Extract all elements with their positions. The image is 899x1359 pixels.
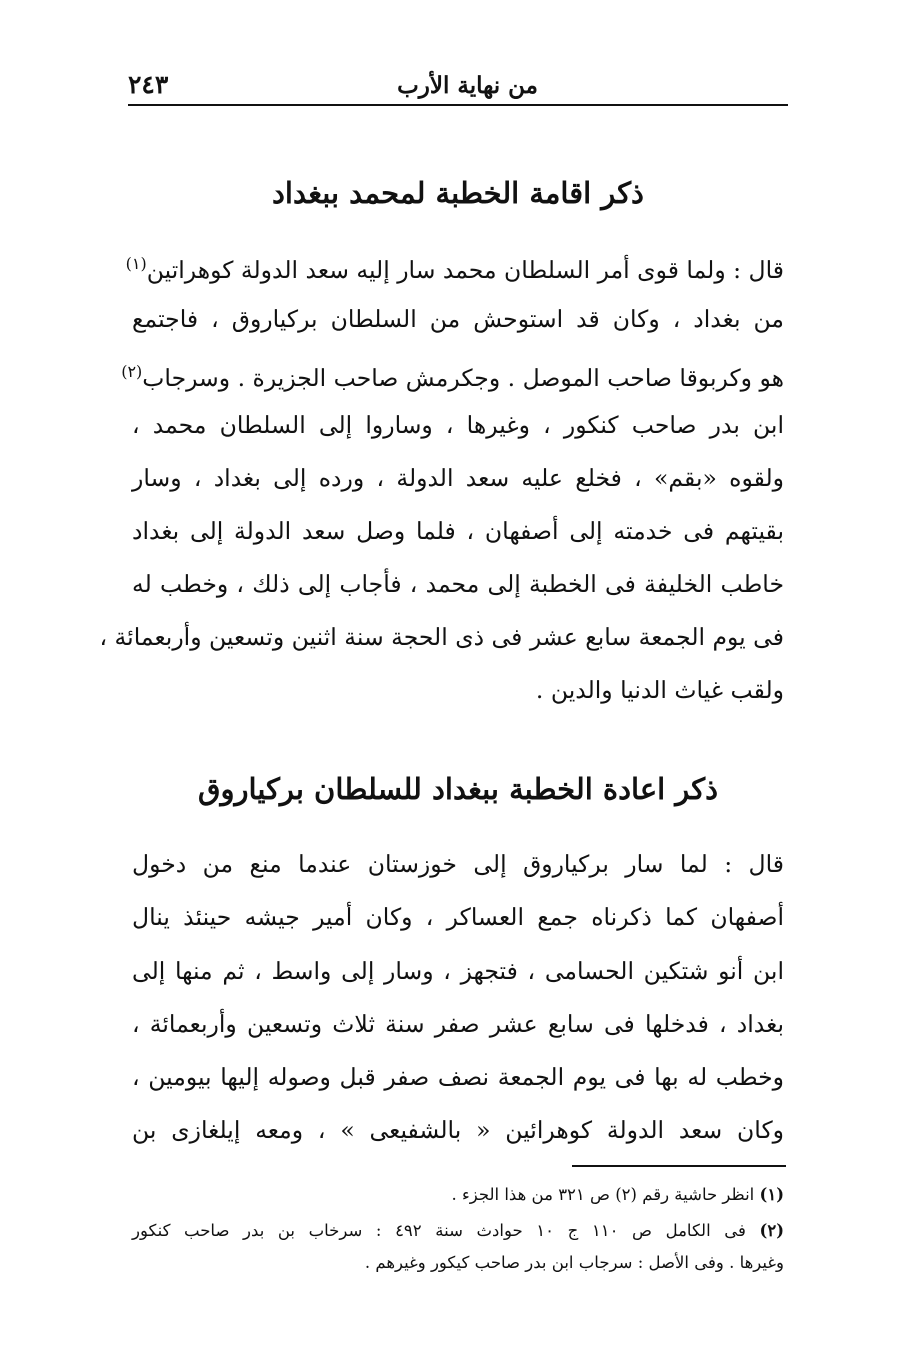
footnote-mark: (٢) <box>121 362 143 381</box>
paragraph-line: من بغداد ، وكان قد استوحش من السلطان بركياروق ، فاجتمع <box>132 305 784 333</box>
line-text: قال : ولما قوى أمر السلطان محمد سار إليه سعد الدولة كوهراتين <box>146 255 784 284</box>
footnote-number: (٢) <box>759 1221 784 1240</box>
paragraph-line: ابن بدر صاحب كنكور ، وغيرها ، وساروا إلى السلطان محمد ، <box>132 411 784 439</box>
paragraph-line: بغداد ، فدخلها فى سابع عشر صفر سنة ثلاث وتسعين وأربعمائة ، <box>132 1010 784 1038</box>
footnote <box>132 1220 784 1244</box>
footnote-divider <box>572 1165 786 1167</box>
section-heading: ذكر اقامة الخطبة لمحمد ببغداد <box>272 176 644 210</box>
paragraph-line: ابن أنو شتكين الحسامى ، فتجهز ، وسار إلى واسط ، ثم منها إلى <box>132 957 784 985</box>
paragraph-line <box>125 248 784 284</box>
paragraph-line: وخطب له بها فى يوم الجمعة نصف صفر قبل وصوله إليها بيومين ، <box>132 1063 784 1091</box>
paragraph-line: ولقب غياث الدنيا والدين . <box>535 676 784 704</box>
footnote-mark: (١) <box>125 254 147 273</box>
paragraph-line: فى يوم الجمعة سابع عشر فى ذى الحجة سنة اثنين وتسعين وأربعمائة ، <box>99 623 784 651</box>
footnote-number: (١) <box>759 1185 784 1204</box>
footnote-continuation: وغيرها . وفى الأصل : سرجاب ابن بدر صاحب كيكور وغيرهم . <box>364 1253 784 1272</box>
header-divider <box>128 104 788 106</box>
paragraph-line: أصفهان كما ذكرناه جمع العساكر ، وكان أمير جيشه حينئذ ينال <box>132 903 784 931</box>
paragraph-line: ولقوه «بقم» ، فخلع عليه سعد الدولة ، ورده إلى بغداد ، وسار <box>132 464 784 492</box>
paragraph-line <box>121 356 784 392</box>
paragraph-line: قال : لما سار بركياروق إلى خوزستان عندما منع من دخول <box>132 850 784 878</box>
running-header <box>128 62 788 110</box>
line-text: هو وكربوقا صاحب الموصل . وجكرمش صاحب الجزيرة . وسرجاب <box>142 363 784 392</box>
paragraph-line: بقيتهم فى خدمته إلى أصفهان ، فلما وصل سعد الدولة إلى بغداد <box>132 517 784 545</box>
footnote-text: انظر حاشية رقم (٢) ص ٣٢١ من هذا الجزء . <box>451 1185 755 1204</box>
running-title: من نهاية الأرب <box>397 72 538 99</box>
page-number: ٢٤٣ <box>128 70 169 99</box>
paragraph-line: خاطب الخليفة فى الخطبة إلى محمد ، فأجاب إلى ذلك ، وخطب له <box>132 570 784 598</box>
footnote <box>132 1184 784 1208</box>
paragraph-line: وكان سعد الدولة كوهرائين « بالشفيعى » ، ومعه إيلغازى بن <box>132 1116 784 1144</box>
footnote-text: فى الكامل ص ١١٠ ج ١٠ حوادث سنة ٤٩٢ : سرخاب بن بدر صاحب كنكور <box>132 1221 746 1240</box>
section-heading: ذكر اعادة الخطبة ببغداد للسلطان بركياروق <box>197 772 719 806</box>
